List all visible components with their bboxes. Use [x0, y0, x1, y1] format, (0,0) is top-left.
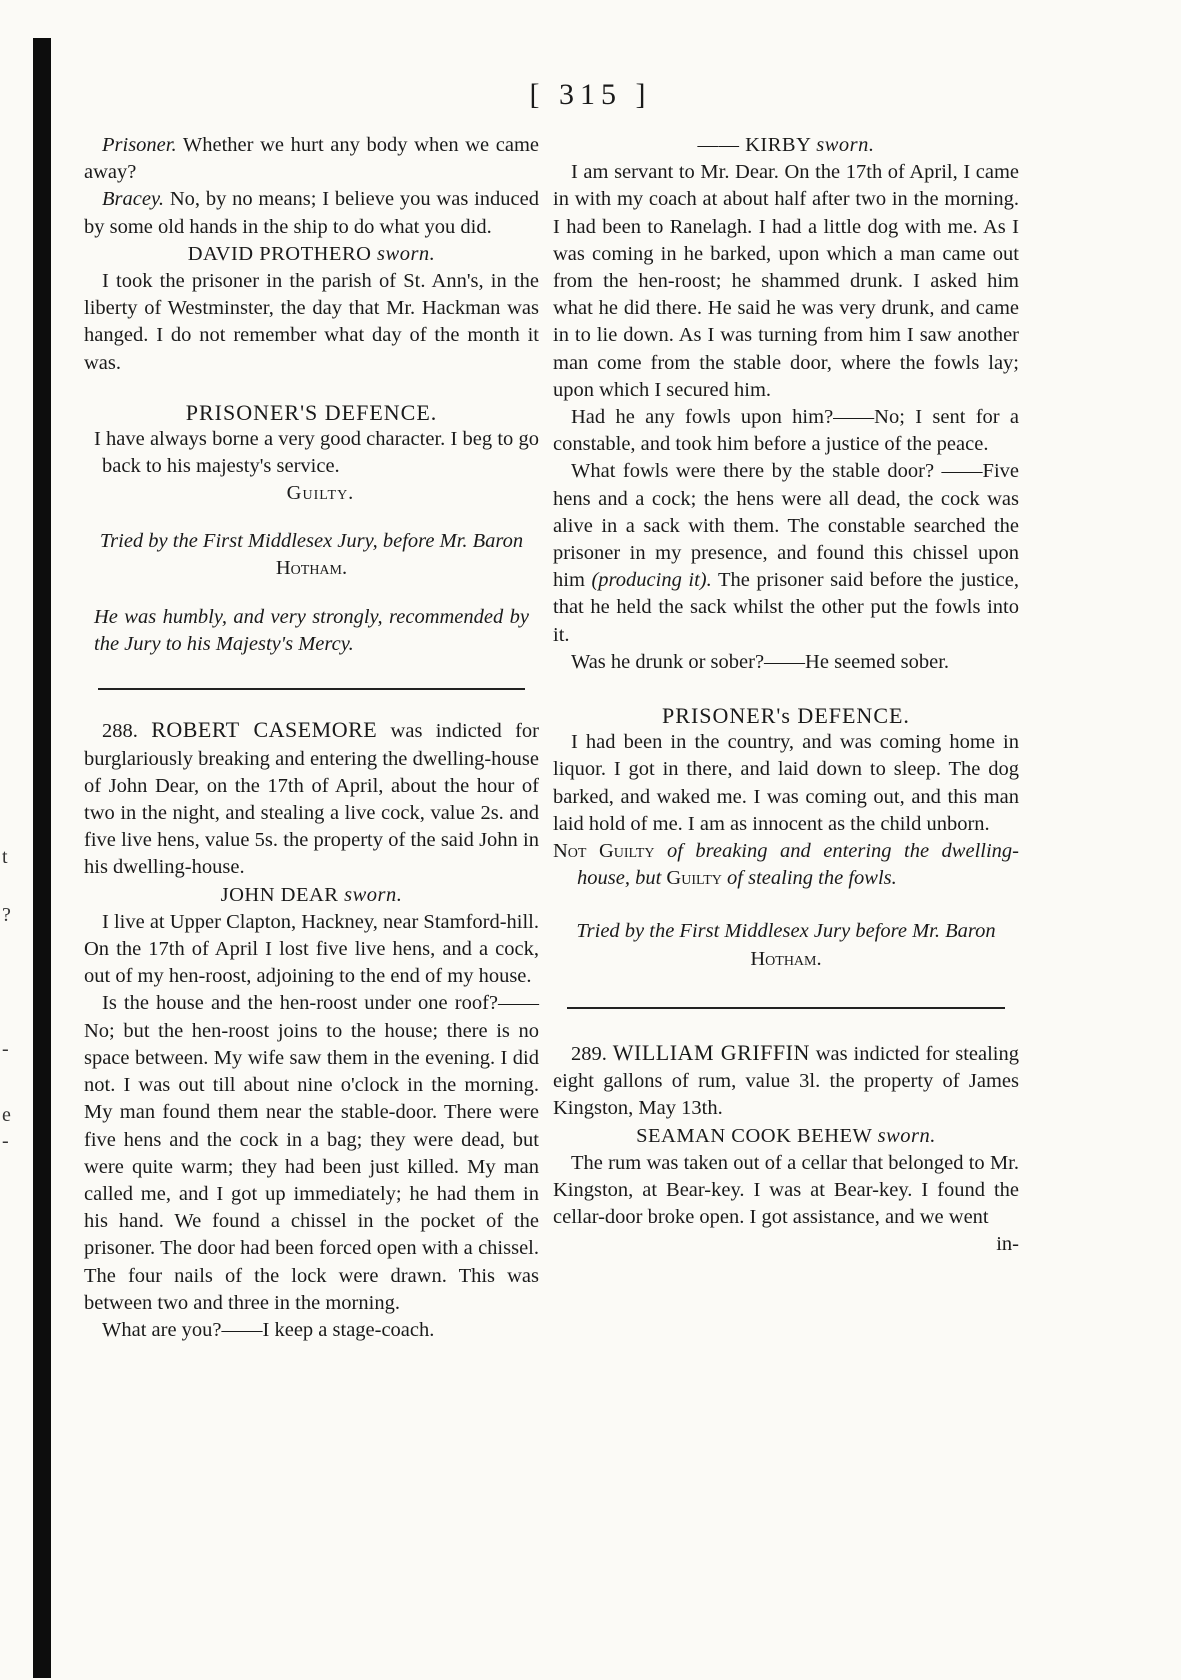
- trial-note: [84, 528, 539, 582]
- sworn-label: sworn.: [344, 883, 403, 906]
- paragraph: The rum was taken out of a cellar that belonged to Mr. Kingston, at Bear-key. I was at Bear-key. I found the cellar-door broke open. I got assistance, and we went: [553, 1151, 1019, 1229]
- speaker-label: Prisoner.: [102, 134, 177, 156]
- stage-direction: (producing it).: [591, 569, 712, 592]
- margin-mark: ?: [2, 904, 11, 926]
- page-number: [ 315 ]: [529, 78, 652, 111]
- defence-text: I had been in the country, and was coming home in liquor. I got in there, and laid down to sleep. The dog barked, and waked me. I was coming out, and this man laid hold of me. I am as innocent as the child unborn.: [553, 731, 1019, 835]
- indictment-text: was indicted for burglariously breaking and entering the dwelling-house of John Dear, on the 17th of April, about the hour of two in the night, and stealing a live cock, value 2s. and five live hens, value 5s. the property of the said John in his dwelling-house.: [84, 720, 539, 879]
- case-entry: [553, 1039, 1019, 1123]
- case-entry: [84, 716, 539, 881]
- verdict-guilty: Guilty: [666, 867, 722, 890]
- paragraph-text: The prisoner said before the justice, that he held the sack whilst the other put the fowls into it.: [553, 569, 1019, 646]
- case-number: 288.: [102, 720, 138, 743]
- paragraph: What are you?——I keep a stage-coach.: [102, 1318, 435, 1341]
- witness-heading: [84, 882, 539, 909]
- paragraph: [84, 186, 539, 240]
- judge-name: Hotham.: [275, 556, 348, 579]
- paragraph: I am servant to Mr. Dear. On the 17th of April, I came in with my coach at about half after two in the morning. I had been to Ranelagh. I had a little dog with me. As I was coming in he barked, upon which a man came out from the hen-roost; he shammed drunk. I asked him what he did there. He said he was very drunk, and came in to lie down. As I was turning from him I saw another man come from the stable door, where the fowls lay; upon which I secured him.: [553, 161, 1019, 401]
- sworn-label: sworn.: [377, 242, 436, 265]
- margin-mark: t: [2, 846, 8, 868]
- margin-mark: -: [2, 1130, 9, 1152]
- verdict: Guilty.: [286, 482, 355, 505]
- paragraph: I live at Upper Clapton, Hackney, near Stamford-hill. On the 17th of April I lost five live hens, and a cock, out of my hen-roost, adjoining to the end of my house.: [84, 910, 540, 988]
- book-binding-edge: [33, 38, 51, 1678]
- paragraph: I took the prisoner in the parish of St. Ann's, in the liberty of Westminster, the day that Mr. Hackman was hanged. I do not remember what day of the month it was.: [84, 270, 539, 374]
- right-column: [553, 132, 1019, 1259]
- left-column: [84, 132, 539, 1344]
- witness-name: DAVID PROTHERO: [187, 242, 372, 265]
- paragraph-text: What fowls were there by the stable door? ——Five hens and a cock; the hens were all dead, the cock was alive in a sack with them. The constable searched the prisoner in my presence, and found this chissel upon him: [553, 460, 1019, 592]
- witness-heading: [553, 132, 1019, 159]
- paragraph: [553, 458, 1019, 648]
- defendant-name: ROBERT CASEMORE: [151, 717, 378, 743]
- catchword: in-: [996, 1233, 1019, 1256]
- witness-heading: [84, 241, 539, 268]
- paragraph-text: No, by no means; I believe you was induced by some old hands in the ship to do what you did.: [84, 188, 539, 238]
- verdict: [553, 838, 1019, 892]
- margin-mark: -: [2, 1038, 9, 1060]
- trial-note-text: Tried by the First Middlesex Jury before Mr. Baron: [576, 920, 996, 943]
- section-divider: [567, 1007, 1005, 1009]
- mercy-recommendation: He was humbly, and very strongly, recommended by the Jury to his Majesty's Mercy.: [94, 606, 529, 656]
- margin-mark: e: [2, 1104, 11, 1126]
- paragraph: Had he any fowls upon him?——No; I sent for a constable, and took him before a justice of the peace.: [553, 406, 1019, 456]
- paragraph: [84, 132, 539, 186]
- witness-heading: [553, 1123, 1019, 1150]
- verdict-not-guilty: Not Guilty: [553, 840, 655, 863]
- trial-note-text: Tried by the First Middlesex Jury, before Mr. Baron: [99, 529, 524, 552]
- indictment-text: was indicted for stealing eight gallons of rum, value 3l. the property of James Kingston, May 13th.: [553, 1042, 1019, 1120]
- sworn-label: sworn.: [816, 134, 875, 156]
- witness-name: KIRBY: [745, 134, 811, 156]
- defence-text: I have always borne a very good character. I beg to go back to his majesty's service.: [94, 428, 539, 478]
- defence-heading: PRISONER'S DEFENCE.: [185, 399, 438, 425]
- witness-name: SEAMAN COOK BEHEW: [636, 1124, 872, 1147]
- speaker-label: Bracey.: [102, 188, 165, 211]
- trial-note: [553, 918, 1019, 972]
- section-divider: [98, 688, 525, 690]
- defendant-name: WILLIAM GRIFFIN: [612, 1039, 810, 1065]
- verdict-text: of breaking and entering the dwelling-house, but: [577, 840, 1019, 890]
- paragraph: Is the house and the hen-roost under one roof?——No; but the hen-roost joins to the house; there is no space between. My wife saw them in the evening. I did not. I was out till about nine o'clock in the morning. My man found them near the stable-door. There were five hens and the cock in a bag; they were dead, but were quite warm; they had been just killed. My man called me, and I got up immediately; he had them in his hand. We found a chissel in the pocket of the prisoner. The door had been forced open with a chissel. The four nails of the lock were drawn. This was between two and three in the morning.: [84, 992, 539, 1314]
- judge-name: Hotham.: [750, 947, 822, 970]
- dash: ——: [697, 134, 746, 156]
- defence-heading: PRISONER's DEFENCE.: [662, 703, 910, 729]
- paragraph-text: Whether we hurt any body when we came away?: [84, 134, 539, 184]
- case-number: 289.: [571, 1042, 607, 1065]
- witness-name: JOHN DEAR: [220, 883, 339, 906]
- paragraph: Was he drunk or sober?——He seemed sober.: [571, 650, 950, 673]
- verdict-text: of stealing the fowls.: [721, 867, 897, 890]
- sworn-label: sworn.: [877, 1124, 936, 1147]
